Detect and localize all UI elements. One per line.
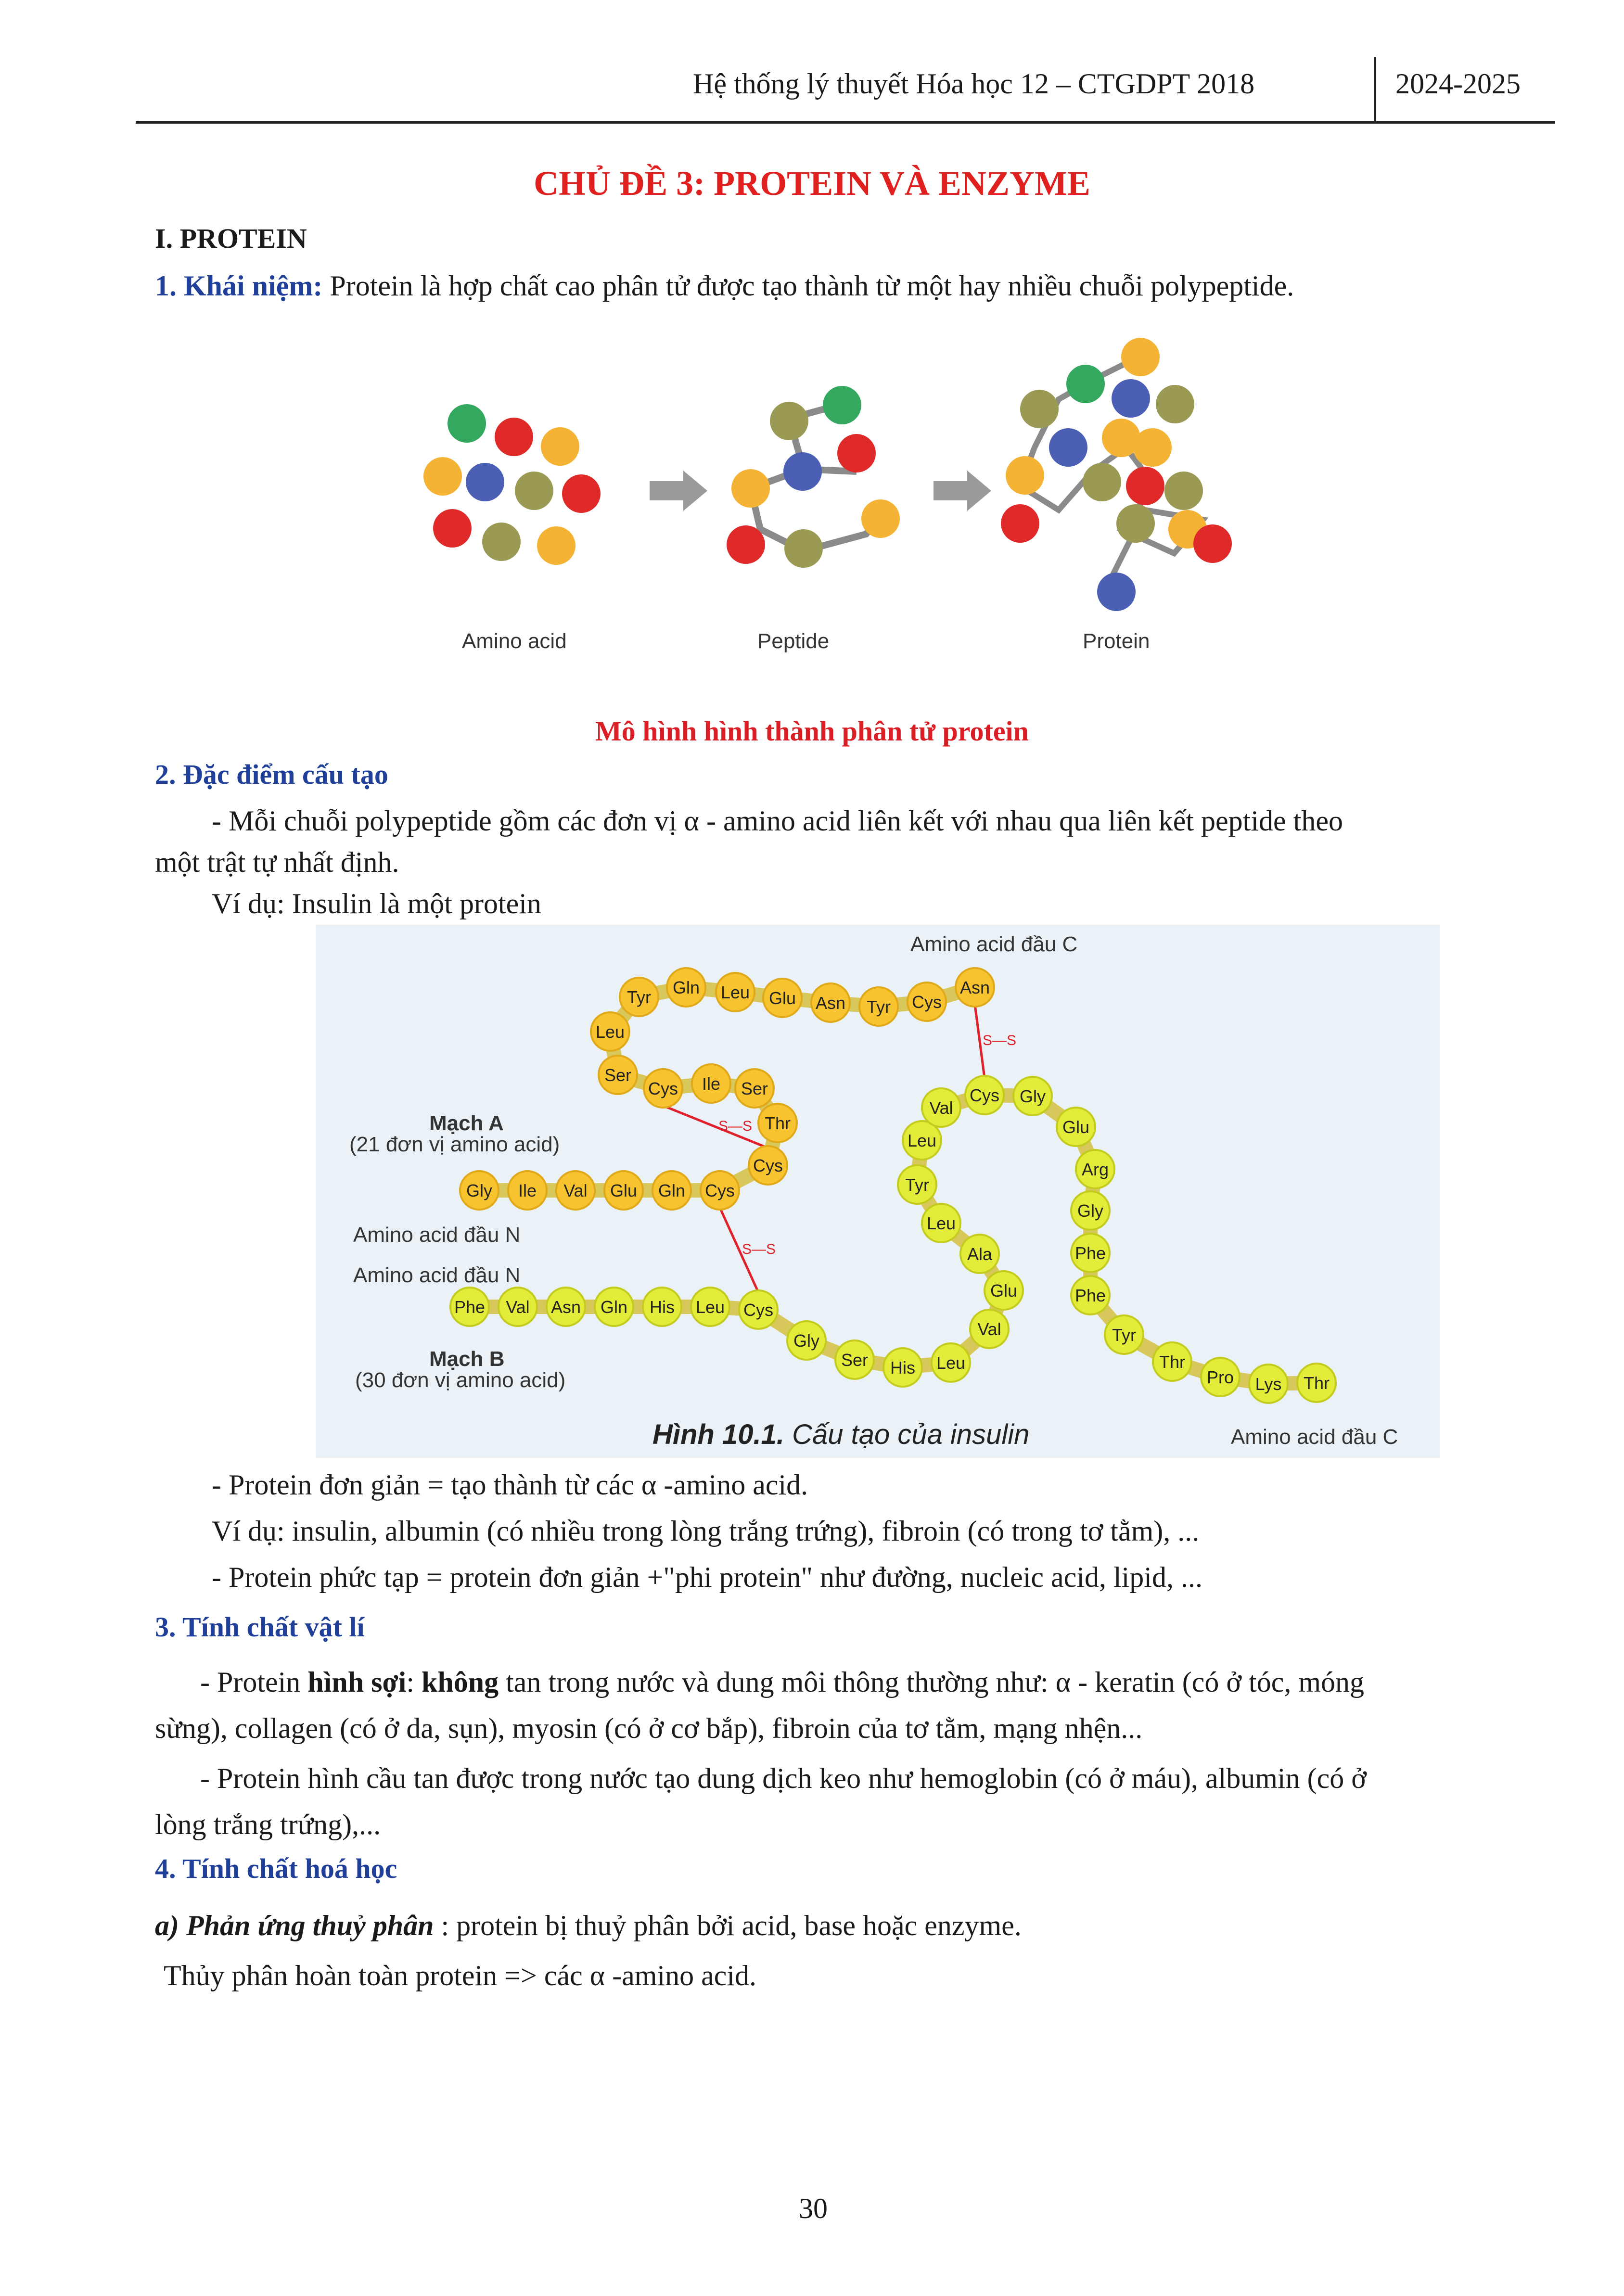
svg-text:Leu: Leu (720, 982, 750, 1002)
chain-a-residue (652, 1171, 691, 1210)
structure-line2: một trật tự nhất định. (155, 846, 399, 878)
svg-text:Val: Val (977, 1319, 1001, 1339)
svg-text:Phe: Phe (1074, 1243, 1106, 1263)
section-heading-chemical: 4. Tính chất hoá học (155, 1853, 397, 1884)
physical-p1-bold1: hình sợi (307, 1666, 407, 1698)
header-year: 2024-2025 (1395, 68, 1521, 100)
structure-example: Ví dụ: Insulin là một protein (212, 888, 541, 919)
chain-b-residue (595, 1288, 633, 1326)
chain-b-residue (932, 1343, 970, 1382)
svg-text:Gln: Gln (600, 1297, 628, 1317)
chain-a-residue (735, 1069, 774, 1108)
disulfide-bridge (663, 1106, 768, 1148)
svg-text:Gln: Gln (672, 978, 700, 997)
peptide-chain (727, 386, 900, 568)
svg-text:Leu: Leu (595, 1022, 625, 1042)
svg-text:Tyr: Tyr (905, 1175, 929, 1195)
chain-a-residue (667, 968, 705, 1007)
svg-text:Asn: Asn (959, 978, 990, 997)
structure-line1: - Mỗi chuỗi polypeptide gồm các đơn vị α - amino acid liên kết với nhau qua liên kết peptide theo (212, 805, 1343, 837)
svg-text:Lys: Lys (1255, 1374, 1282, 1394)
concept-label: 1. Khái niệm: (155, 270, 323, 302)
chain-a-title: Mạch A (429, 1111, 504, 1135)
insulin-figure (316, 925, 1440, 1458)
svg-text:Val: Val (563, 1181, 588, 1200)
simple-protein-example: Ví dụ: insulin, albumin (có nhiều trong lòng trắng trứng), fibroin (có trong tơ tằm), ... (212, 1515, 1200, 1547)
svg-text:Arg: Arg (1081, 1160, 1109, 1179)
header-divider (1374, 57, 1376, 121)
chain-a-residue (908, 982, 946, 1021)
svg-text:Ile: Ile (702, 1074, 721, 1094)
svg-text:Phe: Phe (454, 1297, 486, 1317)
chain-b-residue (922, 1204, 960, 1242)
c-term-top-label: Amino acid đầu C (910, 932, 1078, 956)
c-term-bottom-label: Amino acid đầu C (1231, 1425, 1398, 1449)
svg-text:His: His (650, 1297, 675, 1317)
svg-text:Tyr: Tyr (867, 997, 891, 1017)
disulfide-label: S—S (742, 1241, 776, 1257)
physical-p1-mid: : (406, 1666, 422, 1698)
physical-p1-bold2: không (422, 1666, 499, 1698)
chain-a-residue (620, 978, 658, 1016)
chain-b-residue (1013, 1077, 1052, 1115)
chain-a-residue (956, 968, 994, 1007)
simple-protein: - Protein đơn giản = tạo thành từ các α -amino acid. (212, 1469, 808, 1501)
chain-b-residue (1057, 1108, 1095, 1146)
svg-text:Tyr: Tyr (627, 987, 651, 1007)
chain-b-residue (787, 1321, 826, 1360)
arrow-icon (650, 471, 707, 511)
chain-a-residue (460, 1171, 499, 1210)
label-peptide: Peptide (757, 629, 830, 653)
svg-text:Cys: Cys (705, 1181, 735, 1200)
chain-b-residue (883, 1348, 922, 1387)
chain-b-residue (691, 1288, 729, 1326)
chain-b-residue (499, 1288, 537, 1326)
svg-text:Leu: Leu (926, 1213, 956, 1233)
svg-text:Leu: Leu (936, 1353, 966, 1373)
chain-b-residue (1249, 1365, 1288, 1403)
svg-text:Asn: Asn (550, 1297, 581, 1317)
chain-a-residue (604, 1171, 643, 1210)
svg-text:Glu: Glu (1062, 1117, 1090, 1137)
svg-text:Gly: Gly (1020, 1086, 1046, 1106)
svg-text:Glu: Glu (610, 1181, 638, 1200)
concept-paragraph (155, 264, 1294, 308)
page-number: 30 (799, 2193, 828, 2224)
physical-p2-line1: - Protein hình cầu tan được trong nước tạo dung dịch keo như hemoglobin (có ở máu), albumin (có ở (200, 1762, 1367, 1794)
chain-b-residue (1153, 1342, 1191, 1381)
chain-a-residue (591, 1012, 629, 1051)
insulin-caption-text: Cấu tạo của insulin (784, 1419, 1030, 1450)
svg-text:Ile: Ile (518, 1181, 537, 1200)
physical-p1-line2: sừng), collagen (có ở da, sụn), myosin (có ở cơ bắp), fibroin của tơ tằm, mạng nhện... (155, 1712, 1143, 1744)
svg-text:Val: Val (929, 1098, 953, 1118)
hydrolysis-line (155, 1903, 1022, 1948)
insulin-caption-number: Hình 10.1. (652, 1419, 784, 1450)
physical-p1-rest: tan trong nước và dung môi thông thường như: α - keratin (có ở tóc, móng (499, 1666, 1365, 1698)
chain-b-residue (547, 1288, 585, 1326)
physical-p1-pre: - Protein (200, 1666, 308, 1698)
section-heading-physical: 3. Tính chất vật lí (155, 1611, 365, 1643)
n-term-b-label: Amino acid đầu N (353, 1263, 521, 1287)
chain-b-residue (1071, 1234, 1110, 1272)
chain-b-residue (1105, 1315, 1143, 1354)
chain-b-residue (898, 1165, 936, 1204)
chain-b-residue (1071, 1276, 1110, 1314)
header-rule (136, 121, 1555, 124)
chain-b-subtitle: (30 đơn vị amino acid) (355, 1368, 566, 1392)
arrow-icon (933, 471, 991, 511)
svg-text:Asn: Asn (815, 993, 846, 1013)
chain-a-residue (508, 1171, 547, 1210)
chain-a-residue (599, 1056, 637, 1094)
svg-text:Cys: Cys (648, 1079, 678, 1098)
chain-b-residue (965, 1076, 1004, 1114)
page-title: CHỦ ĐỀ 3: PROTEIN VÀ ENZYME (534, 164, 1090, 203)
svg-text:Thr: Thr (765, 1113, 791, 1133)
svg-text:Cys: Cys (743, 1300, 773, 1320)
svg-text:Gln: Gln (658, 1181, 686, 1200)
disulfide-label: S—S (983, 1033, 1017, 1048)
svg-text:Gly: Gly (466, 1181, 492, 1200)
svg-text:Thr: Thr (1159, 1352, 1185, 1372)
physical-p1 (200, 1660, 1364, 1704)
disulfide-label: S—S (718, 1118, 753, 1134)
chain-b-residue (835, 1340, 874, 1379)
chain-b-residue (985, 1271, 1023, 1310)
svg-text:Ser: Ser (841, 1350, 869, 1370)
chain-b-residue (1201, 1358, 1240, 1396)
chain-a-residue (644, 1069, 682, 1108)
svg-text:Ser: Ser (604, 1065, 632, 1085)
chain-a-residue (763, 979, 802, 1017)
chain-b-title: Mạch B (429, 1347, 505, 1371)
svg-text:Ala: Ala (967, 1244, 993, 1264)
chain-b-residue (739, 1290, 778, 1329)
svg-text:Thr: Thr (1304, 1373, 1330, 1393)
section-heading-structure: 2. Đặc điểm cấu tạo (155, 759, 388, 790)
chain-a-residue (811, 983, 850, 1022)
svg-text:Tyr: Tyr (1112, 1325, 1136, 1345)
n-term-a-label: Amino acid đầu N (353, 1223, 521, 1247)
chain-b-residue (970, 1310, 1009, 1348)
chain-a-residue (749, 1146, 787, 1185)
svg-text:Glu: Glu (990, 1281, 1018, 1301)
svg-text:Leu: Leu (907, 1131, 937, 1150)
figure1-caption: Mô hình hình thành phân tử protein (595, 715, 1029, 747)
svg-text:Cys: Cys (753, 1156, 783, 1175)
protein-formation-figure (395, 327, 1261, 674)
svg-text:His: His (890, 1358, 915, 1378)
chain-b-residue (922, 1088, 960, 1127)
svg-text:Gly: Gly (1077, 1201, 1103, 1221)
svg-text:Cys: Cys (970, 1085, 999, 1105)
hydrolysis-text: : protein bị thuỷ phân bởi acid, base hoặc enzyme. (434, 1910, 1022, 1941)
svg-text:Phe: Phe (1074, 1286, 1106, 1305)
insulin-caption (652, 1418, 1029, 1451)
complex-protein: - Protein phức tạp = protein đơn giản +"phi protein" như đường, nucleic acid, lipid, ... (212, 1561, 1202, 1593)
chain-a-residue (716, 973, 754, 1011)
chain-a-residue (859, 987, 898, 1026)
chain-a-residue (758, 1104, 797, 1142)
amino-acid-cluster (423, 404, 601, 565)
hydrolysis-result: Thủy phân hoàn toàn protein => các α -amino acid. (164, 1960, 757, 1991)
chain-a-residue (701, 1171, 739, 1210)
protein-structure (1001, 338, 1232, 611)
chain-b-residue (450, 1288, 489, 1326)
svg-text:Val: Val (506, 1297, 530, 1317)
chain-b-residue (643, 1288, 681, 1326)
svg-text:Glu: Glu (768, 988, 796, 1008)
chain-a-residue (692, 1064, 730, 1103)
chain-a-subtitle: (21 đơn vị amino acid) (349, 1133, 560, 1156)
label-amino-acid: Amino acid (462, 629, 567, 653)
label-protein: Protein (1083, 629, 1150, 653)
svg-text:Ser: Ser (741, 1079, 768, 1098)
chain-b-residue (1297, 1364, 1336, 1402)
chain-a-residue (556, 1171, 595, 1210)
svg-text:Pro: Pro (1206, 1367, 1234, 1387)
concept-text: Protein là hợp chất cao phân tử được tạo thành từ một hay nhiều chuỗi polypeptide. (322, 270, 1294, 302)
chain-b-residue (960, 1235, 999, 1273)
svg-text:Leu: Leu (695, 1297, 725, 1317)
svg-text:Cys: Cys (912, 992, 942, 1012)
physical-p2-line2: lòng trắng trứng),... (155, 1809, 381, 1840)
svg-text:Gly: Gly (793, 1331, 819, 1351)
header-subject: Hệ thống lý thuyết Hóa học 12 – CTGDPT 2018 (693, 68, 1255, 100)
chain-b-residue (1076, 1150, 1114, 1188)
section-heading-protein: I. PROTEIN (155, 223, 307, 254)
hydrolysis-label: a) Phản ứng thuỷ phân (155, 1910, 434, 1941)
chain-b-residue (1071, 1191, 1110, 1230)
